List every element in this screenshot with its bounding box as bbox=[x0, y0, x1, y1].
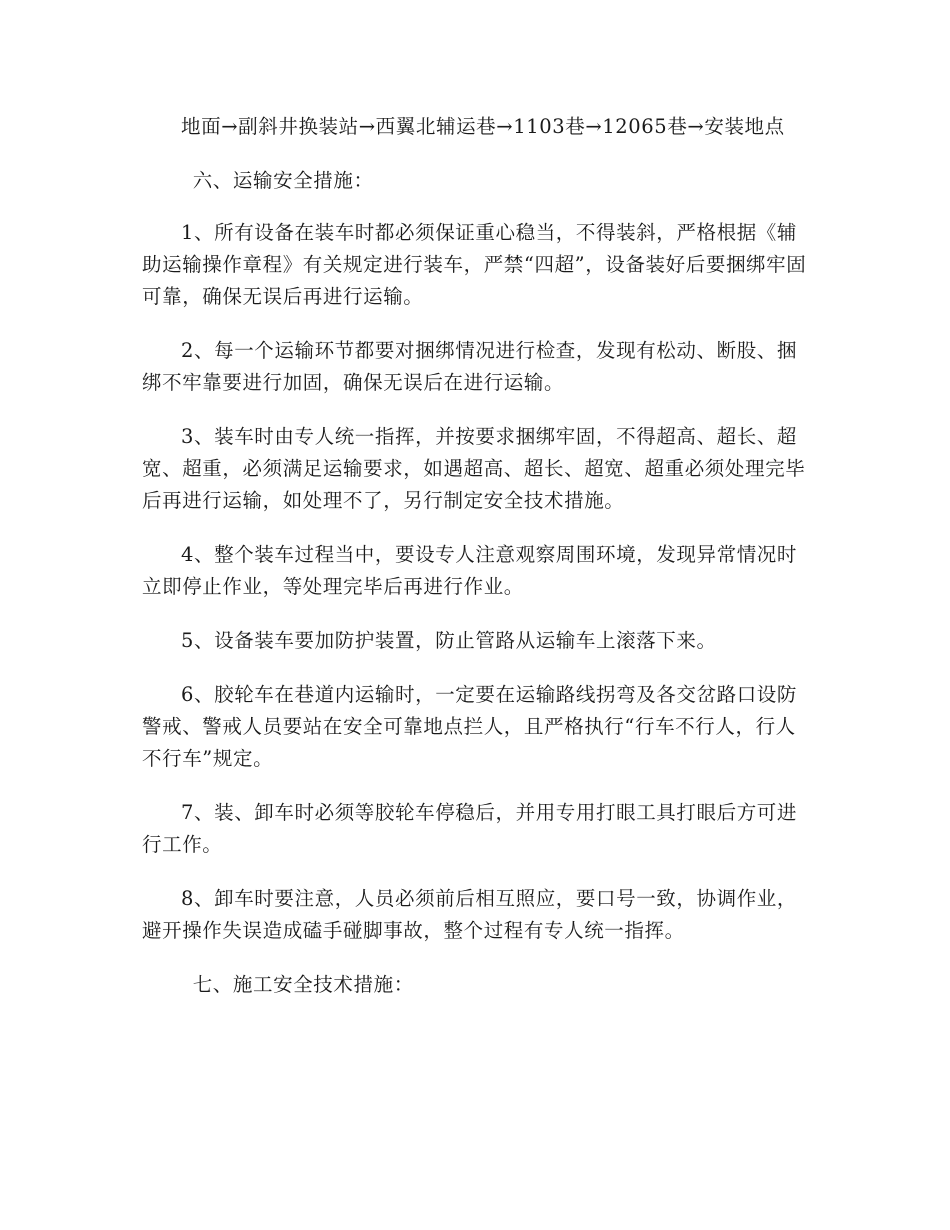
document-body bbox=[142, 111, 807, 1001]
measure-item-6: 6、胶轮车在巷道内运输时，一定要在运输路线拐弯及各交岔路口设防警戒、警戒人员要站在安全可靠地点拦人，且严格执行“行车不行人，行人不行车”规定。 bbox=[142, 683, 798, 770]
measure-item-4: 4、整个装车过程当中，要设专人注意观察周围环境，发现异常情况时立即停止作业，等处理完毕后再进行作业。 bbox=[142, 543, 798, 598]
measure-item-3: 3、装车时由专人统一指挥，并按要求捆绑牢固，不得超高、超长、超宽、超重，必须满足运输要求，如遇超高、超长、超宽、超重必须处理完毕后再进行运输，如处理不了，另行制定安全技术措施。 bbox=[142, 425, 806, 512]
transport-route: 地面→副斜井换装站→西翼北辅运巷→1103巷→12065巷→安装地点 bbox=[181, 115, 785, 138]
measure-item-2: 2、每一个运输环节都要对捆绑情况进行检查，发现有松动、断股、捆绑不牢靠要进行加固，确保无误后在进行运输。 bbox=[142, 339, 798, 394]
section-6-heading: 六、运输安全措施： bbox=[192, 169, 374, 192]
section-7-heading: 七、施工安全技术措施： bbox=[192, 973, 414, 996]
measure-item-5: 5、设备装车要加防护装置，防止管路从运输车上滚落下来。 bbox=[181, 629, 717, 652]
measure-item-1: 1、所有设备在装车时都必须保证重心稳当，不得装斜，严格根据《辅助运输操作章程》有关规定进行装车，严禁“四超”，设备装好后要捆绑牢固可靠，确保无误后再进行运输。 bbox=[142, 221, 807, 308]
measure-item-8: 8、卸车时要注意，人员必须前后相互照应，要口号一致，协调作业，避开操作失误造成磕手碰脚事故，整个过程有专人统一指挥。 bbox=[142, 887, 798, 942]
measure-item-7: 7、装、卸车时必须等胶轮车停稳后，并用专用打眼工具打眼后方可进行工作。 bbox=[142, 801, 798, 856]
